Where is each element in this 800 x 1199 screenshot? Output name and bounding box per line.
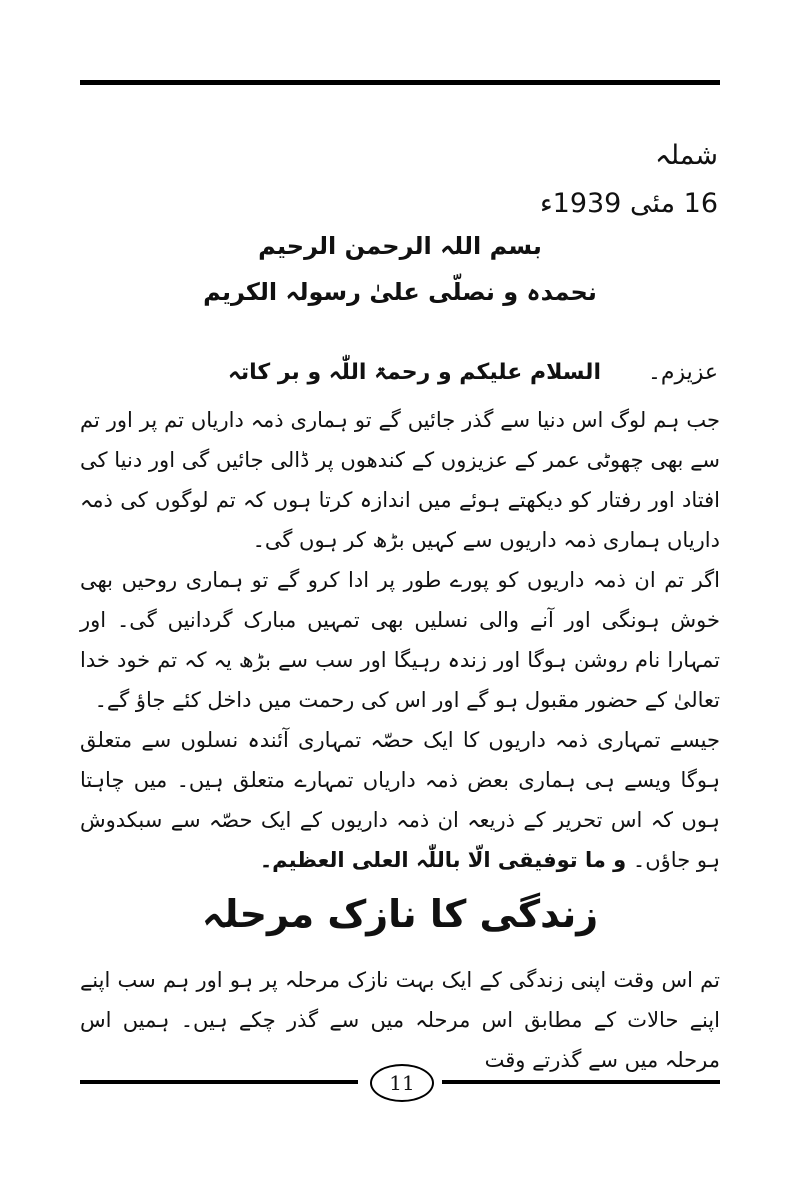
salutation-greeting: السلام علیکم و رحمۃ اللّٰہ و بر کاتہ: [227, 360, 601, 385]
section-text: تم اس وقت اپنی زندگی کے ایک بہت نازک مرحلہ پر ہو اور ہم سب اپنے اپنے حالات کے مطابق اس مرحلہ میں سے گذر چکے ہیں۔ ہمیں اس مرحلہ میں سے گذرتے وقت: [80, 968, 720, 1072]
top-rule: [80, 80, 720, 85]
letter-date: 16 مئی 1939ء: [539, 188, 718, 219]
bismillah-line: بسم اللہ الرحمن الرحیم: [258, 232, 542, 260]
letter-closing: و ما توفیقی الّا باللّٰہ العلی العظیم۔: [259, 848, 627, 872]
letter-place: شملہ: [655, 140, 718, 171]
letter-paragraph: [80, 720, 720, 880]
salutation-address: عزیزم۔: [647, 360, 718, 385]
letter-body: [80, 400, 720, 880]
page-number: 11: [370, 1064, 434, 1102]
section-heading: زندگی کا نازک مرحلہ: [201, 892, 599, 936]
page-footer: [80, 1064, 720, 1104]
footer-rule-right: [442, 1080, 720, 1084]
hamd-line: نحمدہ و نصلّی علیٰ رسولہ الکریم: [203, 278, 597, 306]
salutation-line: [82, 360, 718, 385]
letter-paragraph-text: جیسے تمہاری ذمہ داریوں کا ایک حصّہ تمہاری آئندہ نسلوں سے متعلق ہوگا ویسے ہی ہماری بعض ذمہ داریاں تمہارے متعلق ہیں۔ میں چاہتا ہوں کہ اس تحریر کے ذریعہ ان ذمہ داریوں کے ایک حصّہ سے سبکدوش ہو جاؤں۔: [80, 728, 720, 872]
letter-paragraph: اگر تم ان ذمہ داریوں کو پورے طور پر ادا کرو گے تو ہماری روحیں بھی خوش ہونگی اور آنے والی نسلیں بھی تمہیں مبارک گردانیں گی۔ اور تمہارا نام روشن ہوگا اور زندہ رہیگا اور سب سے بڑھ یہ کہ تم خود خدا تعالیٰ کے حضور مقبول ہو گے اور اس کی رحمت میں داخل کئے جاؤ گے۔: [80, 568, 720, 712]
letter-paragraph: جب ہم لوگ اس دنیا سے گذر جائیں گے تو ہماری ذمہ داریاں تم پر اور تم سے بھی چھوٹی عمر کے عزیزوں کے کندھوں پر ڈالی جائیں گی اور دنیا کی افتاد اور رفتار کو دیکھتے ہوئے میں اندازہ کرتا ہوں کہ تم لوگوں کی ذمہ داریاں ہماری ذمہ داریوں سے کہیں بڑھ کر ہوں گی۔: [80, 408, 720, 552]
footer-rule-left: [80, 1080, 358, 1084]
